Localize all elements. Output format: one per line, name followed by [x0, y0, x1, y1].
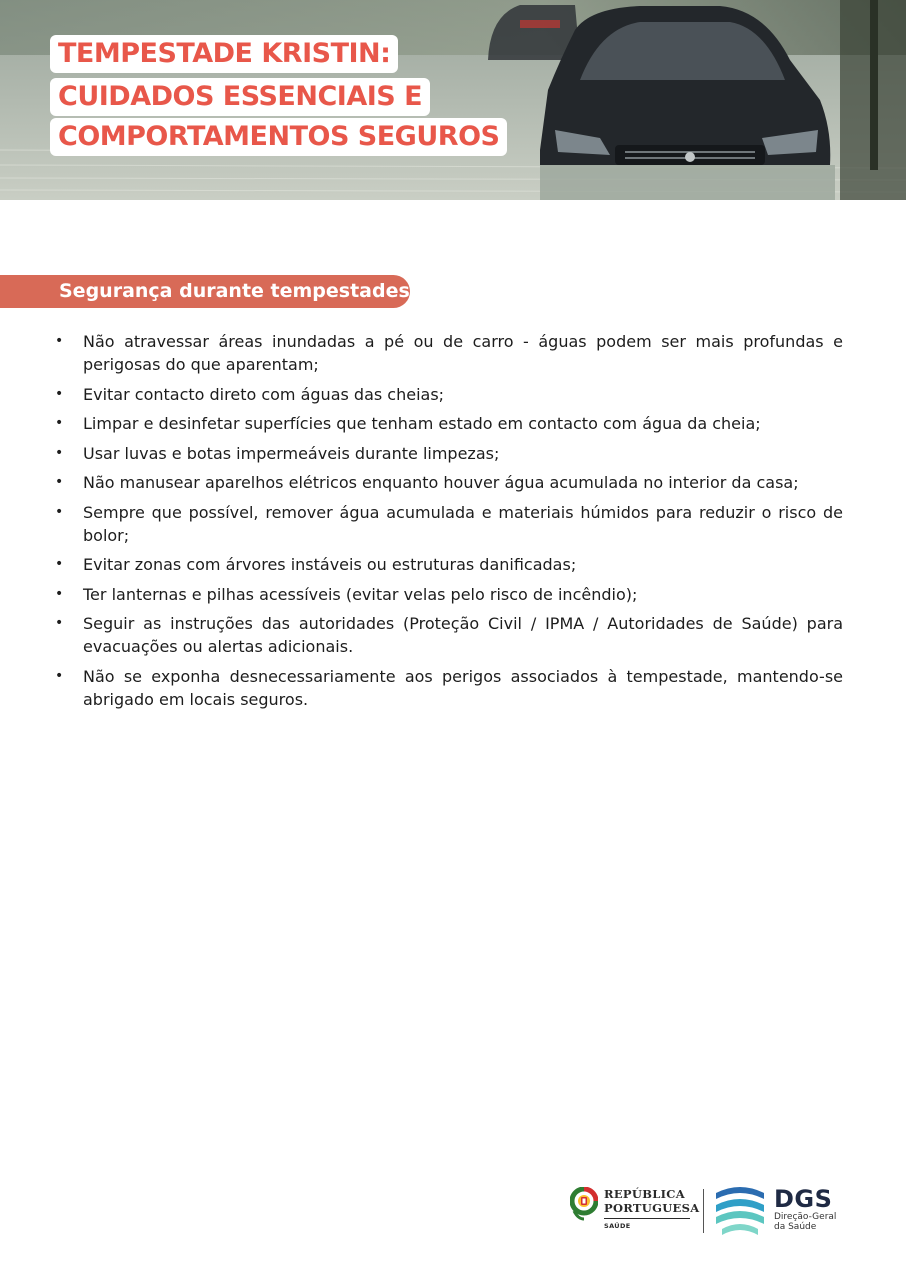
list-item: [55, 612, 843, 658]
list-item-text: Sempre que possível, remover água acumulada e materiais húmidos para reduzir o risco de bolor;: [83, 502, 843, 545]
list-item-text: Seguir as instruções das autoridades (Proteção Civil / IPMA / Autoridades de Saúde) para evacuações ou alertas adicionais.: [83, 614, 843, 656]
bullet-icon: •: [55, 333, 64, 349]
list-item-text: Não se exponha desnecessariamente aos perigos associados à tempestade, mantendo-se abrigado em locais seguros.: [83, 666, 843, 709]
footer-logos: [570, 1183, 850, 1243]
list-item: [55, 665, 843, 711]
list-item: [55, 553, 843, 576]
list-item: [55, 583, 843, 606]
list-item: [55, 412, 843, 435]
dgs-acronym: DGS: [774, 1185, 833, 1213]
dgs-waves-icon: [712, 1185, 768, 1237]
list-item-text: Limpar e desinfetar superfícies que tenham estado em contacto com água da cheia;: [83, 414, 761, 433]
list-item-text: Ter lanternas e pilhas acessíveis (evitar velas pelo risco de incêndio);: [83, 584, 638, 604]
bullet-icon: •: [55, 585, 64, 602]
list-item: [55, 471, 843, 494]
list-item: [55, 383, 843, 406]
republica-line-3: SAÚDE: [604, 1222, 631, 1230]
list-item-text: Evitar zonas com árvores instáveis ou estruturas danificadas;: [83, 555, 577, 574]
bullet-icon: •: [55, 385, 64, 402]
safety-tips-list: [55, 330, 843, 717]
list-item-text: Usar luvas e botas impermeáveis durante limpezas;: [83, 443, 500, 463]
bullet-icon: •: [55, 444, 64, 461]
title-line-3: COMPORTAMENTOS SEGUROS: [50, 118, 507, 156]
bullet-icon: •: [55, 503, 64, 520]
republica-portuguesa-logo: [604, 1187, 699, 1230]
logo-divider-rule: [604, 1218, 690, 1219]
republica-line-2: PORTUGUESA: [604, 1201, 700, 1215]
dgs-line-2: da Saúde: [774, 1222, 817, 1232]
bullet-icon: •: [55, 556, 64, 572]
portuguese-republic-emblem-icon: [570, 1187, 598, 1221]
list-item-text: Não manusear aparelhos elétricos enquanto houver água acumulada no interior da casa;: [83, 473, 799, 492]
dgs-line-1: Direção-Geral: [774, 1212, 837, 1222]
header-banner: [0, 0, 906, 200]
title-line-1: TEMPESTADE KRISTIN:: [50, 35, 398, 73]
list-item: [55, 442, 843, 465]
list-item-text: Não atravessar áreas inundadas a pé ou de carro - águas podem ser mais profundas e perigosas do que aparentam;: [83, 332, 843, 374]
bullet-icon: •: [55, 415, 64, 431]
dgs-logo: [774, 1186, 836, 1232]
bullet-icon: •: [55, 474, 64, 490]
logo-separator: [703, 1189, 704, 1233]
bullet-icon: •: [55, 615, 64, 631]
list-item-text: Evitar contacto direto com águas das cheias;: [83, 384, 445, 404]
republica-line-1: REPÚBLICA: [604, 1187, 685, 1201]
section-heading: [0, 275, 418, 308]
section-heading-label: Segurança durante tempestades:: [59, 280, 418, 302]
title-line-2: CUIDADOS ESSENCIAIS E: [50, 78, 430, 116]
list-item: [55, 330, 843, 376]
list-item: [55, 501, 843, 547]
bullet-icon: •: [55, 667, 64, 684]
